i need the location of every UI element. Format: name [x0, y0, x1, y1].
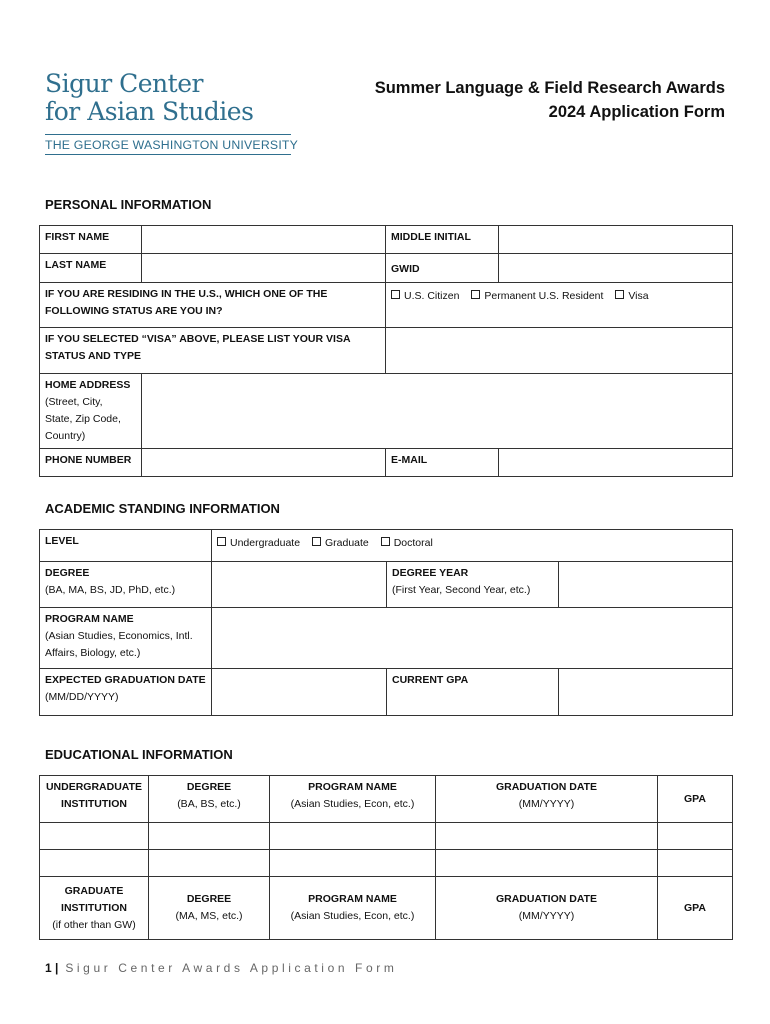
program-name-label — [40, 608, 212, 669]
program-name-hint-2: Affairs, Biology, etc.) — [45, 647, 141, 659]
first-name-label: FIRST NAME — [40, 226, 142, 254]
logo-rule-top — [45, 134, 291, 135]
expected-graduation-title: EXPECTED GRADUATION DATE — [45, 674, 206, 686]
degree-field[interactable] — [212, 562, 387, 608]
logo-university: THE GEORGE WASHINGTON UNIVERSITY — [45, 138, 299, 152]
visa-option[interactable]: Visa — [615, 288, 648, 305]
home-address-hint-3: Country) — [45, 430, 86, 442]
email-field[interactable] — [499, 449, 733, 477]
residency-question-line-2: FOLLOWING STATUS ARE YOU IN? — [45, 305, 223, 317]
home-address-hint-1: (Street, City, — [45, 396, 103, 408]
expected-graduation-hint: (MM/DD/YYYY) — [45, 691, 119, 703]
home-address-title: HOME ADDRESS — [45, 379, 131, 391]
middle-initial-field[interactable] — [499, 226, 733, 254]
current-gpa-label: CURRENT GPA — [387, 669, 559, 716]
graduate-checkbox[interactable] — [312, 537, 321, 546]
educational-information-heading: EDUCATIONAL INFORMATION — [45, 747, 233, 762]
ug-row2-degree[interactable] — [149, 850, 270, 877]
undergraduate-degree-header: DEGREE (BA, BS, etc.) — [149, 776, 270, 823]
undergraduate-program-header: PROGRAM NAME (Asian Studies, Econ, etc.) — [270, 776, 436, 823]
us-citizen-checkbox[interactable] — [391, 290, 400, 299]
graduate-program-header: PROGRAM NAME (Asian Studies, Econ, etc.) — [270, 877, 436, 940]
undergraduate-option[interactable]: Undergraduate — [217, 535, 300, 552]
program-name-field[interactable] — [212, 608, 733, 669]
degree-year-field[interactable] — [559, 562, 733, 608]
ug-row1-program[interactable] — [270, 823, 436, 850]
footer-text: Sigur Center Awards Application Form — [65, 961, 398, 975]
title-line-1: Summer Language & Field Research Awards — [374, 79, 725, 97]
ug-row2-graduation-date[interactable] — [436, 850, 658, 877]
academic-standing-table — [39, 529, 733, 716]
ug-row2-gpa[interactable] — [658, 850, 733, 877]
residency-status-options — [386, 283, 733, 328]
residency-question-line-1: IF YOU ARE RESIDING IN THE U.S., WHICH ONE OF THE — [45, 288, 328, 300]
permanent-resident-checkbox[interactable] — [471, 290, 480, 299]
visa-question-line-2: STATUS AND TYPE — [45, 350, 142, 362]
gwid-label: GWID — [386, 254, 499, 283]
ug-row1-gpa[interactable] — [658, 823, 733, 850]
phone-number-label: PHONE NUMBER — [40, 449, 142, 477]
visa-question-line-1: IF YOU SELECTED “VISA” ABOVE, PLEASE LIST YOUR VISA — [45, 333, 351, 345]
doctoral-option[interactable]: Doctoral — [381, 535, 433, 552]
permanent-resident-option[interactable]: Permanent U.S. Resident — [471, 288, 603, 305]
program-name-title: PROGRAM NAME — [45, 613, 134, 625]
residency-status-question — [40, 283, 386, 328]
undergraduate-institution-header: UNDERGRADUATE INSTITUTION — [40, 776, 149, 823]
level-label: LEVEL — [40, 530, 212, 562]
logo-line-2: for Asian Studies — [45, 97, 254, 126]
degree-label — [40, 562, 212, 608]
graduate-option[interactable]: Graduate — [312, 535, 369, 552]
ug-row2-program[interactable] — [270, 850, 436, 877]
ug-row2-institution[interactable] — [40, 850, 149, 877]
doctoral-checkbox[interactable] — [381, 537, 390, 546]
graduate-institution-header: GRADUATE INSTITUTION (if other than GW) — [40, 877, 149, 940]
home-address-hint-2: State, Zip Code, — [45, 413, 121, 425]
us-citizen-option[interactable]: U.S. Citizen — [391, 288, 459, 305]
current-gpa-field[interactable] — [559, 669, 733, 716]
ug-row1-graduation-date[interactable] — [436, 823, 658, 850]
home-address-label — [40, 374, 142, 449]
undergraduate-checkbox[interactable] — [217, 537, 226, 546]
expected-graduation-label — [40, 669, 212, 716]
graduate-graduation-date-header: GRADUATION DATE (MM/YYYY) — [436, 877, 658, 940]
phone-number-field[interactable] — [142, 449, 386, 477]
personal-information-heading: PERSONAL INFORMATION — [45, 197, 212, 212]
home-address-field[interactable] — [142, 374, 733, 449]
first-name-field[interactable] — [142, 226, 386, 254]
ug-row1-degree[interactable] — [149, 823, 270, 850]
graduate-gpa-header: GPA — [658, 877, 733, 940]
logo-rule-bottom — [45, 154, 291, 155]
sigur-center-logo — [45, 69, 299, 155]
degree-year-title: DEGREE YEAR — [392, 567, 469, 579]
personal-information-table — [39, 225, 733, 477]
title-line-2: 2024 Application Form — [548, 103, 725, 121]
gwid-field[interactable] — [499, 254, 733, 283]
level-options — [212, 530, 733, 562]
educational-information-table — [39, 775, 733, 940]
middle-initial-label: MIDDLE INITIAL — [386, 226, 499, 254]
undergraduate-graduation-date-header: GRADUATION DATE (MM/YYYY) — [436, 776, 658, 823]
academic-standing-heading: ACADEMIC STANDING INFORMATION — [45, 501, 280, 516]
email-label: E-MAIL — [386, 449, 499, 477]
page-number: 1 | — [45, 961, 59, 975]
program-name-hint-1: (Asian Studies, Economics, Intl. — [45, 630, 193, 642]
last-name-field[interactable] — [142, 254, 386, 283]
expected-graduation-field[interactable] — [212, 669, 387, 716]
last-name-label: LAST NAME — [40, 254, 142, 283]
document-title — [375, 76, 725, 124]
degree-title: DEGREE — [45, 567, 90, 579]
graduate-degree-header: DEGREE (MA, MS, etc.) — [149, 877, 270, 940]
visa-status-field[interactable] — [386, 328, 733, 374]
degree-year-hint: (First Year, Second Year, etc.) — [392, 584, 531, 596]
ug-row1-institution[interactable] — [40, 823, 149, 850]
logo-line-1: Sigur Center — [45, 69, 203, 98]
page-footer — [45, 961, 397, 975]
degree-year-label — [387, 562, 559, 608]
undergraduate-gpa-header: GPA — [658, 776, 733, 823]
degree-hint: (BA, MA, BS, JD, PhD, etc.) — [45, 584, 176, 596]
visa-status-question — [40, 328, 386, 374]
visa-checkbox[interactable] — [615, 290, 624, 299]
